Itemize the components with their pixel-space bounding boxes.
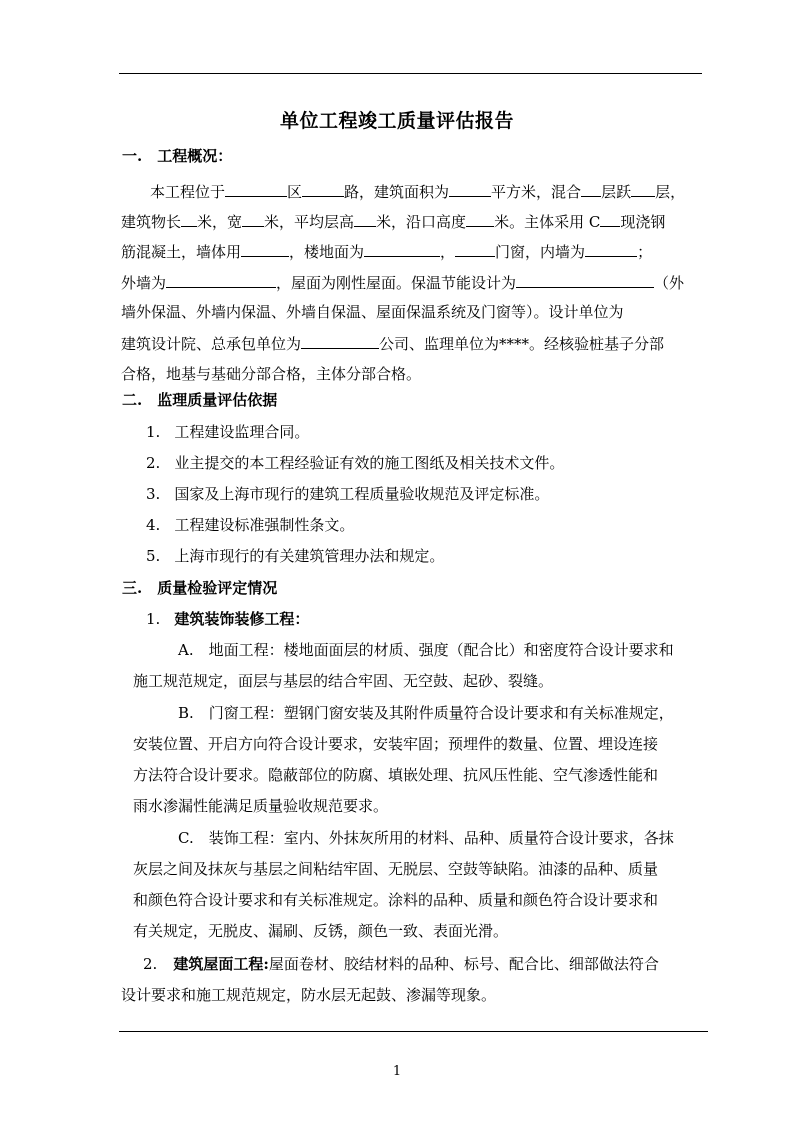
paragraph-line: C. 装饰工程：室内、外抹灰所用的材料、品种、质量符合设计要求，各抹 bbox=[178, 829, 674, 847]
subsection-heading: 1. 建筑装饰装修工程： bbox=[146, 610, 310, 628]
list-item: 4. 工程建设标准强制性条文。 bbox=[146, 516, 355, 534]
list-item: 5. 上海市现行的有关建筑管理办法和规定。 bbox=[146, 547, 445, 565]
paragraph-line: 有关规定，无脱皮、漏刷、反锈，颜色一致、表面光滑。 bbox=[133, 922, 509, 940]
list-item: 3. 国家及上海市现行的建筑工程质量验收规范及评定标准。 bbox=[146, 485, 550, 503]
blank-field bbox=[581, 181, 601, 197]
section-1-heading: 一. 工程概况： bbox=[122, 147, 233, 165]
paragraph-line: A. 地面工程：楼地面面层的材质、强度（配合比）和密度符合设计要求和 bbox=[178, 641, 674, 659]
paragraph-line: 筋混凝土，墙体用 ，楼地面为 ， 门窗，内墙为 ； bbox=[121, 243, 653, 261]
footer-rule bbox=[119, 1031, 708, 1032]
blank-field bbox=[302, 181, 344, 197]
blank-field bbox=[455, 241, 495, 257]
blank-field bbox=[241, 241, 289, 257]
paragraph-line: 安装位置、开启方向符合设计要求，安装牢固；预埋件的数量、位置、埋设连接 bbox=[133, 735, 659, 753]
page-number: 1 bbox=[392, 1064, 402, 1079]
paragraph-line: 方法符合设计要求。隐蔽部位的防腐、填嵌处理、抗风压性能、空气渗透性能和 bbox=[133, 766, 659, 784]
paragraph-line: 建筑物长 米，宽 米，平均层高 米，沿口高度 米。主体采用 C 现浇钢 bbox=[121, 213, 666, 231]
paragraph-line: 本工程位于 区 路，建筑面积为 平方米，混合 层跃 层， bbox=[150, 183, 686, 201]
document-title: 单位工程竣工质量评估报告 bbox=[279, 110, 514, 132]
blank-field bbox=[242, 211, 264, 227]
list-item: 1. 工程建设监理合同。 bbox=[146, 423, 310, 441]
subsection-heading: 2. 建筑屋面工程:屋面卷材、胶结材料的品种、标号、配合比、细部做法符合 bbox=[143, 955, 659, 973]
blank-field bbox=[166, 272, 276, 288]
blank-field bbox=[364, 241, 440, 257]
section-3-heading: 三. 质量检验评定情况 bbox=[122, 579, 278, 597]
paragraph-line: 施工规范规定，面层与基层的结合牢固、无空鼓、起砂、裂缝。 bbox=[133, 672, 554, 690]
blank-field bbox=[585, 241, 637, 257]
paragraph-line: 设计要求和施工规范规定，防水层无起鼓、渗漏等现象。 bbox=[121, 986, 497, 1004]
list-item: 2. 业主提交的本工程经验证有效的施工图纸及相关技术文件。 bbox=[146, 454, 565, 472]
blank-field bbox=[225, 181, 287, 197]
blank-field bbox=[301, 333, 379, 349]
blank-field bbox=[516, 272, 654, 288]
blank-field bbox=[449, 181, 491, 197]
blank-field bbox=[181, 211, 197, 227]
paragraph-line: 灰层之间及抹灰与基层之间粘结牢固、无脱层、空鼓等缺陷。油漆的品种、质量 bbox=[133, 860, 659, 878]
blank-field bbox=[354, 211, 376, 227]
paragraph-line: 外墙为 ，屋面为刚性屋面。保温节能设计为 （外 bbox=[121, 274, 685, 292]
paragraph-line: 建筑设计院、总承包单位为 公司、监理单位为****。经核验桩基子分部 bbox=[121, 335, 665, 353]
paragraph-line: 墙外保温、外墙内保温、外墙自保温、屋面保温系统及门窗等）。设计单位为 bbox=[121, 303, 624, 321]
blank-field bbox=[466, 211, 494, 227]
blank-field bbox=[600, 211, 620, 227]
paragraph-line: 合格，地基与基础分部合格，主体分部合格。 bbox=[121, 365, 422, 383]
header-rule bbox=[119, 73, 702, 74]
blank-field bbox=[631, 181, 655, 197]
section-2-heading: 二. 监理质量评估依据 bbox=[122, 391, 278, 409]
paragraph-line: 雨水渗漏性能满足质量验收规范要求。 bbox=[133, 797, 389, 815]
paragraph-line: B. 门窗工程：塑钢门窗安装及其附件质量符合设计要求和有关标准规定， bbox=[178, 704, 674, 722]
paragraph-line: 和颜色符合设计要求和有关标准规定。涂料的品种、质量和颜色符合设计要求和 bbox=[133, 891, 659, 909]
